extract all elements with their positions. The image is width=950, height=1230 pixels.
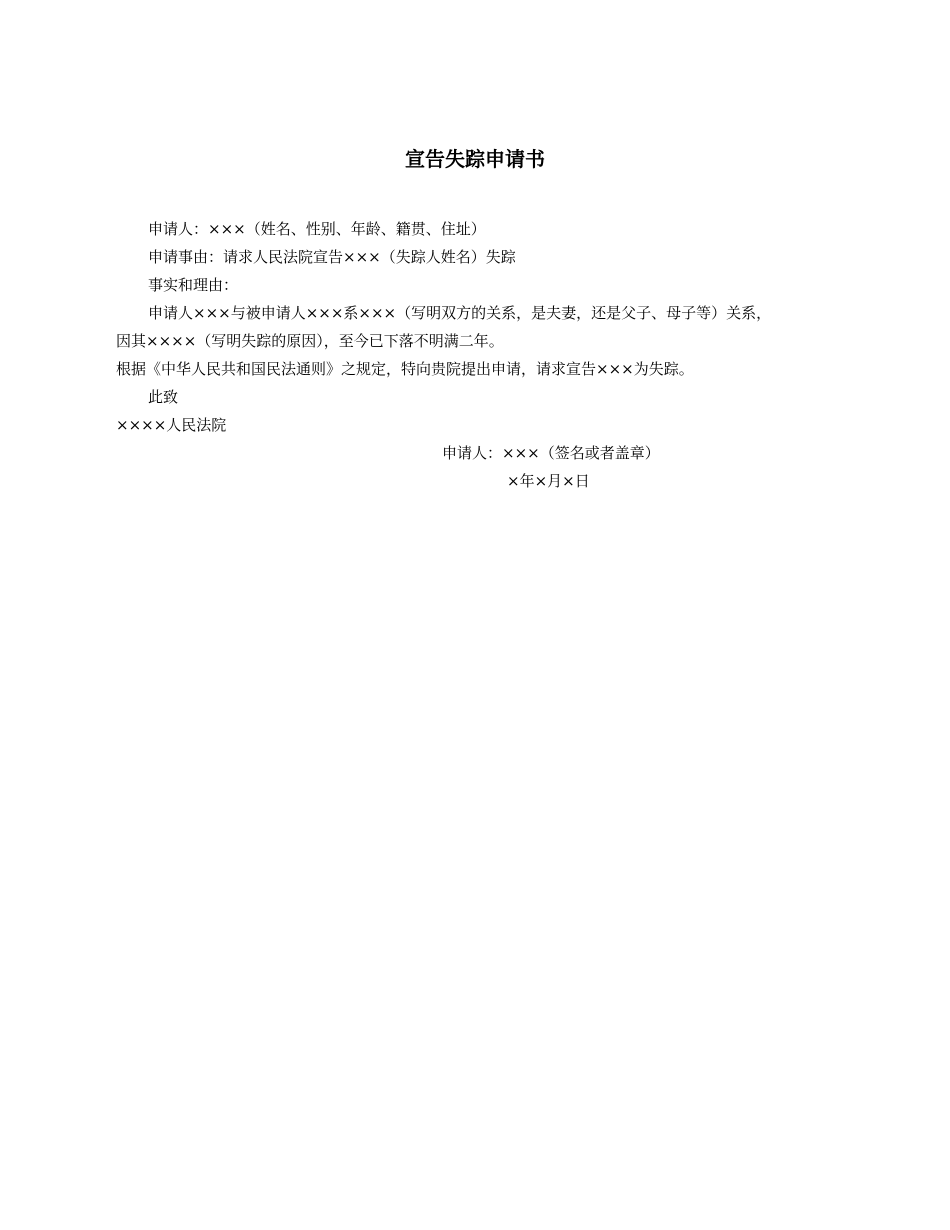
signature-line: 申请人：×××（签名或者盖章） [442, 444, 660, 462]
facts-paragraph-line-2: 因其××××（写明失踪的原因），至今已下落不明满二年。 [116, 332, 504, 350]
document-title: 宣告失踪申请书 [405, 147, 545, 171]
date-line: ×年×月×日 [507, 472, 590, 490]
facts-paragraph-line-1: 申请人×××与被申请人×××系×××（写明双方的关系，是夫妻，还是父子、母子等）关系， [148, 304, 772, 322]
salutation: 此致 [148, 388, 179, 406]
applicant-line: 申请人：×××（姓名、性别、年龄、籍贯、住址） [148, 220, 486, 238]
court-addressee: ××××人民法院 [116, 416, 227, 434]
legal-basis-line: 根据《中华人民共和国民法通则》之规定，特向贵院提出申请，请求宣告×××为失踪。 [116, 360, 694, 378]
request-matter-line: 申请事由：请求人民法院宣告×××（失踪人姓名）失踪 [148, 248, 516, 266]
facts-heading: 事实和理由： [148, 276, 239, 294]
